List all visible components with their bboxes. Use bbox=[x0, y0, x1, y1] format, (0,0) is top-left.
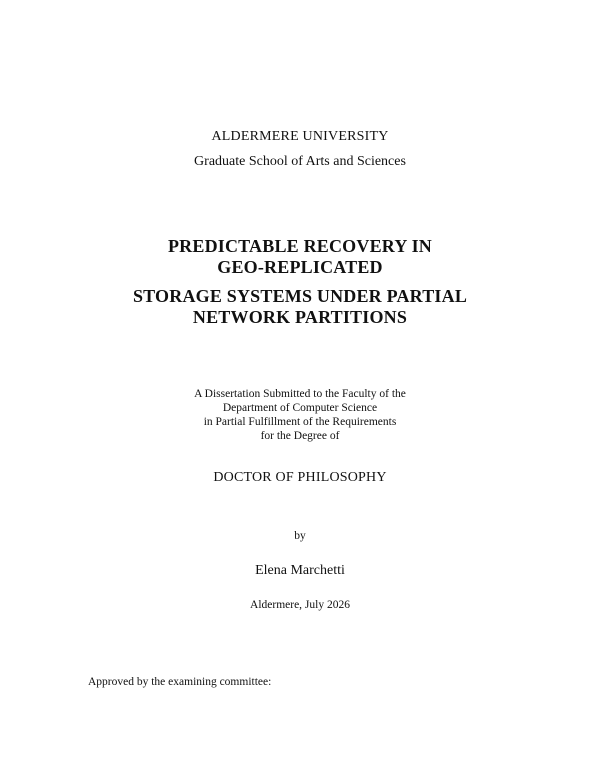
submission-line: for the Degree of bbox=[260, 430, 340, 442]
place-and-date: Aldermere, July 2026 bbox=[250, 599, 350, 611]
title-line: STORAGE SYSTEMS UNDER PARTIAL bbox=[132, 286, 468, 306]
title-line: NETWORK PARTITIONS bbox=[192, 307, 408, 327]
submission-line: A Dissertation Submitted to the Faculty of the bbox=[194, 388, 406, 400]
author-name: Elena Marchetti bbox=[255, 563, 345, 578]
submission-line: Department of Computer Science bbox=[222, 402, 378, 414]
title-line: PREDICTABLE RECOVERY IN bbox=[167, 236, 432, 256]
graduate-school-name: Graduate School of Arts and Sciences bbox=[194, 154, 406, 169]
approval-statement: Approved by the examining committee: bbox=[88, 676, 272, 688]
university-name: ALDERMERE UNIVERSITY bbox=[211, 129, 389, 144]
by-label: by bbox=[294, 530, 306, 542]
submission-line: in Partial Fulfillment of the Requirements bbox=[203, 416, 397, 428]
submission-statement bbox=[0, 387, 600, 443]
title-spacer bbox=[0, 278, 600, 286]
degree-name: DOCTOR OF PHILOSOPHY bbox=[213, 470, 387, 485]
dissertation-title bbox=[0, 236, 600, 328]
title-line: GEO-REPLICATED bbox=[217, 257, 383, 277]
